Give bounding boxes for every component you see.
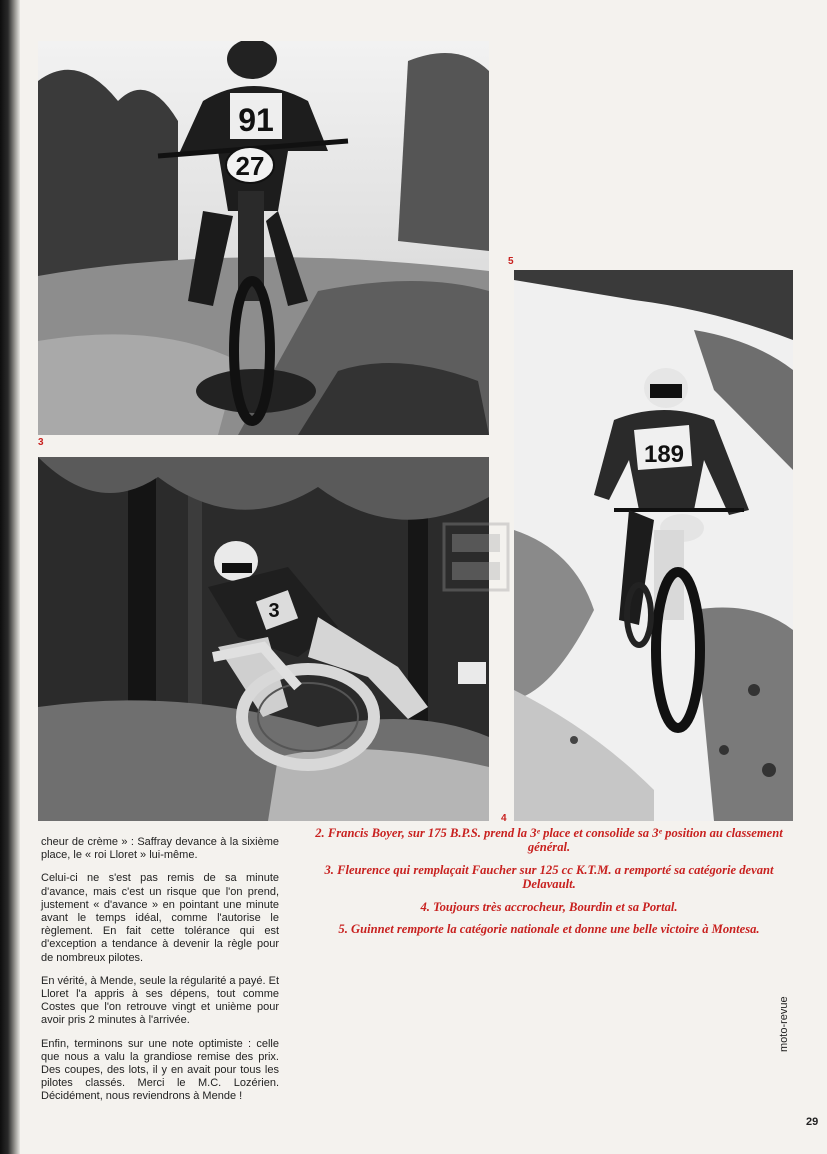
motocross-photo-icon [514,270,793,821]
page-binding-edge [0,0,20,1154]
rider-number-27: 27 [235,151,265,181]
caption-4: 4. Toujours très accrocheur, Bourdin et sa Portal. [420,899,678,914]
figure-number-5: 5 [508,256,514,267]
page-number: 29 [806,1116,819,1128]
motocross-photo-icon [38,457,489,821]
photo-3-motocross-rider [38,41,489,435]
caption-3: 3. Fleurence qui remplaçait Faucher sur 125 cc K.T.M. a remporté sa catégorie devant Delavault. [324,862,774,892]
body-paragraph: Celui-ci ne s'est pas remis de sa minute d'avance, mais c'est un risque que l'on prend, justement « d'avance » en pointant une minute avant le temps idéal, comme l'autorise le règlement. En fait cette tolérance qui est d'exception a tendance à devenir la règle pour de nombreux pilotes. [41,872,279,964]
watermark-logo-icon [440,520,512,594]
body-paragraph: Enfin, terminons sur une note optimiste : celle que nous a valu la grandiose remise des prix. Des coupes, des lots, il y en avait pour tous les pilotes classés. Merci le M.C. Lozérien. Décidément, nous reviendrons à Mende ! [41,1037,279,1103]
bib-number-91: 91 [238,102,274,138]
body-paragraph: cheur de crème » : Saffray devance à la sixième place, le « roi Lloret » lui-même. [41,836,279,862]
photo-5-motocross-rider-trail [514,270,793,821]
photo-4-motocross-rider-jump [38,457,489,821]
rider-number-3: 3 [268,600,280,622]
bib-number-189: 189 [643,441,685,468]
caption-5: 5. Guinnet remporte la catégorie nationale et donne une belle victoire à Montesa. [338,922,760,937]
figure-number-4: 4 [501,813,507,824]
magazine-name: moto-revue [778,996,790,1052]
figure-number-3: 3 [38,437,44,448]
body-paragraph: En vérité, à Mende, seule la régularité a payé. Et Lloret l'a appris à ses dépens, tout comme Costes que l'on retrouve vingt et unième pour avoir pris 2 minutes à l'arrivée. [41,974,279,1027]
motocross-photo-icon [38,41,489,435]
photo-captions [300,826,798,944]
article-body-column [41,836,279,1114]
caption-2: 2. Francis Boyer, sur 175 B.P.S. prend la 3ᵉ place et consolide sa 3ᵉ position au classement général. [315,826,783,855]
